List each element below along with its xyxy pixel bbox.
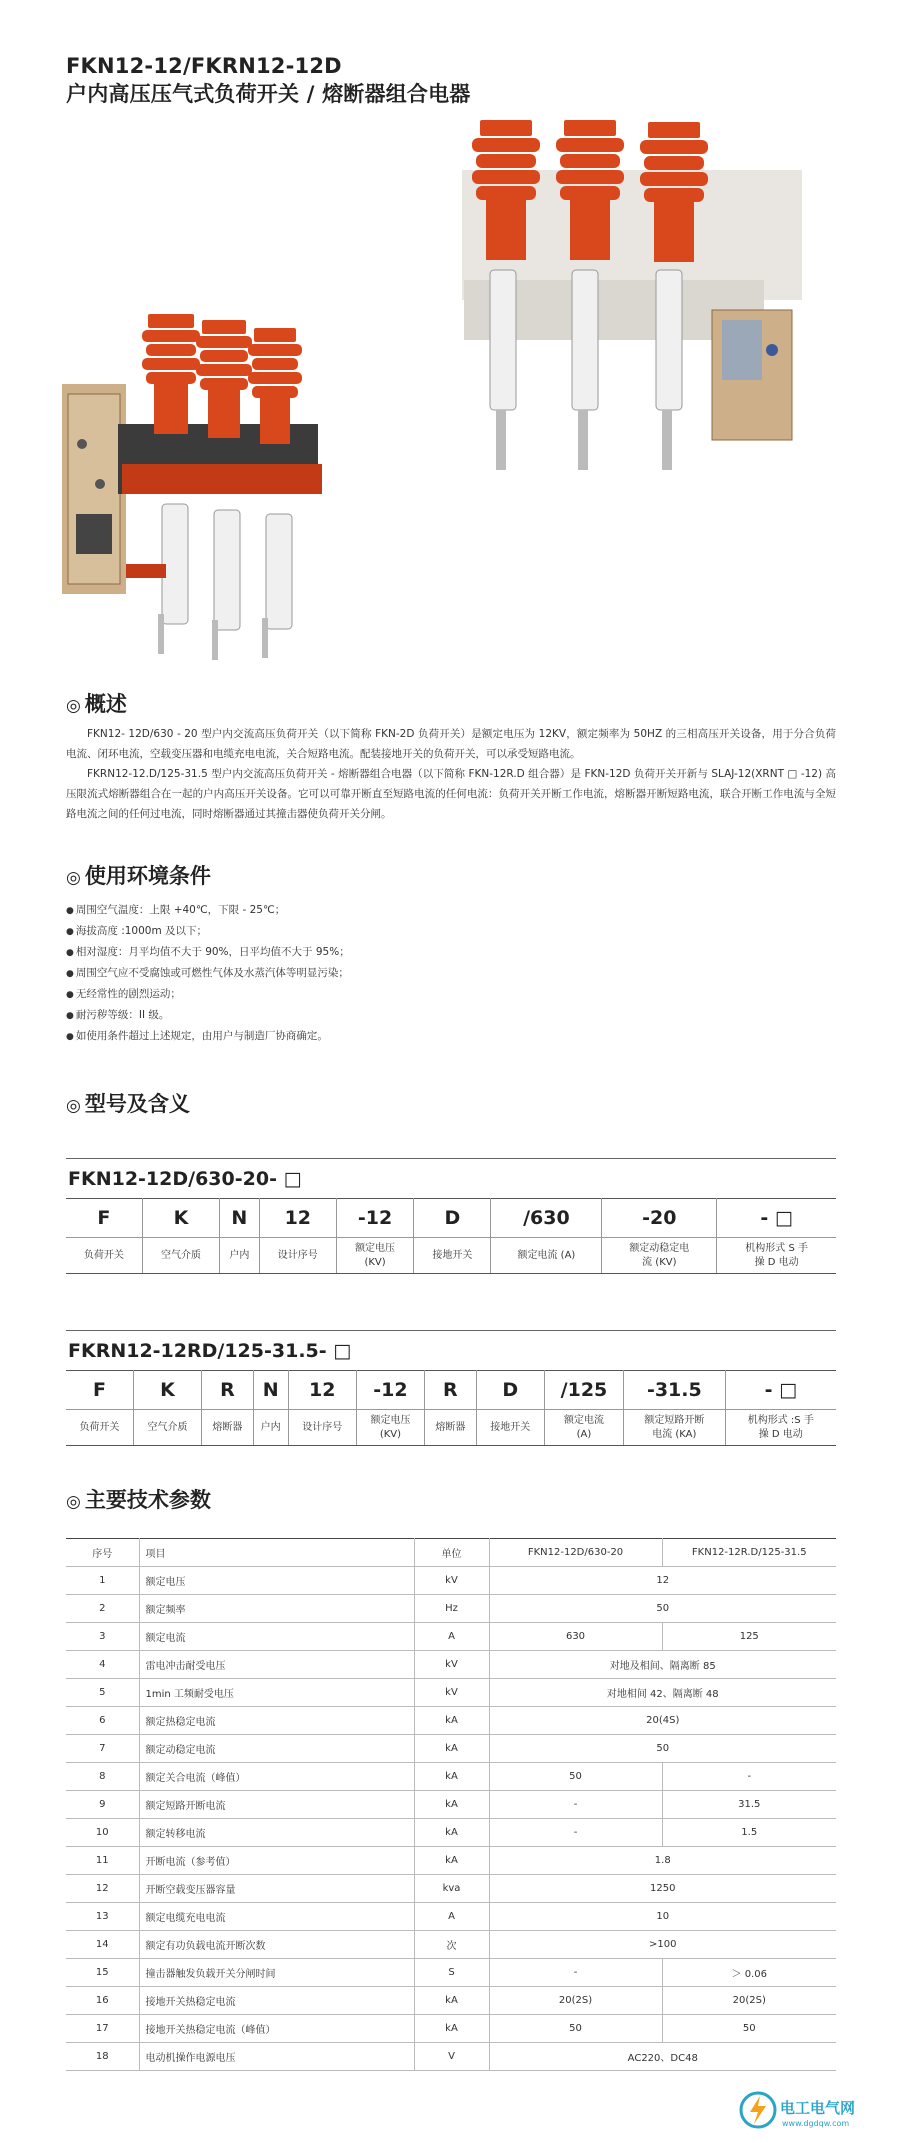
table-cell: kV [414, 1679, 489, 1707]
table-cell: kV [414, 1651, 489, 1679]
table-cell: kA [414, 2015, 489, 2043]
table-cell: 50 [489, 1595, 836, 1623]
table-cell: 4 [66, 1651, 139, 1679]
table-cell: 10 [489, 1903, 836, 1931]
table-cell: 1min 工频耐受电压 [139, 1679, 414, 1707]
table-cell: 20(4S) [489, 1707, 836, 1735]
model-code-cell: /125 [544, 1371, 623, 1410]
table-cell: 撞击器触发负载开关分闸时间 [139, 1959, 414, 1987]
ring-icon: ◎ [66, 868, 81, 888]
model-code-cell: F [66, 1199, 142, 1238]
table-cell: 电动机操作电源电压 [139, 2043, 414, 2071]
table-cell: 额定转移电流 [139, 1819, 414, 1847]
table-cell: 额定电流 [139, 1623, 414, 1651]
model-code-cell: 12 [288, 1371, 356, 1410]
table-cell: A [414, 1623, 489, 1651]
model-code-cell: N [220, 1199, 260, 1238]
table-cell: kA [414, 1819, 489, 1847]
table-cell: 13 [66, 1903, 139, 1931]
table-cell: 1.5 [662, 1819, 836, 1847]
model-label-cell: 额定电流 (A) [491, 1238, 602, 1274]
model-label-cell: 机构形式 S 手 操 D 电动 [717, 1238, 836, 1274]
list-item: ● 海拔高度 :1000m 及以下； [66, 921, 836, 942]
table-cell: FKN12-12D/630-20 [489, 1539, 662, 1567]
table-cell: 3 [66, 1623, 139, 1651]
table-cell: kva [414, 1875, 489, 1903]
table-row [66, 1763, 836, 1791]
table-cell: 12 [66, 1875, 139, 1903]
table-cell: 额定短路开断电流 [139, 1791, 414, 1819]
table-cell: kA [414, 1707, 489, 1735]
model-code-cell: F [66, 1371, 133, 1410]
table-row [66, 1651, 836, 1679]
specs-table [66, 1538, 836, 2071]
ring-icon: ◎ [66, 696, 81, 716]
table-cell: 额定关合电流（峰值） [139, 1763, 414, 1791]
table-cell: 6 [66, 1707, 139, 1735]
list-item: ● 无经常性的剧烈运动； [66, 984, 836, 1005]
table-cell: 31.5 [662, 1791, 836, 1819]
model-code-cell: - □ [725, 1371, 836, 1410]
table-cell: kV [414, 1567, 489, 1595]
table-row [66, 1819, 836, 1847]
model-code-cell: K [142, 1199, 219, 1238]
table-row [66, 1791, 836, 1819]
table-cell: 对地及相间、隔离断 85 [489, 1651, 836, 1679]
table-cell: S [414, 1959, 489, 1987]
model-label-cell: 负荷开关 [66, 1410, 133, 1446]
list-item: ● 周围空气应不受腐蚀或可燃性气体及水蒸汽体等明显污染； [66, 963, 836, 984]
table-cell: 14 [66, 1931, 139, 1959]
model-2-name: FKRN12-12RD/125-31.5- □ [66, 1330, 836, 1370]
overview-paragraph-1: FKN12- 12D/630 - 20 型户内交流高压负荷开关（以下简称 FKN-2D 负荷开关）是额定电压为 12KV，额定频率为 50HZ 的三相高压开关设备，用于分合负荷电流、闭环电流，空载变压器和电缆充电电流，关合短路电流。配装接地开关的负荷开关，可以承受短路电流。 [66, 728, 836, 760]
model-label-cell: 户内 [220, 1238, 260, 1274]
table-row [66, 1987, 836, 2015]
table-cell: 8 [66, 1763, 139, 1791]
table-cell: kA [414, 1763, 489, 1791]
list-item: ● 相对湿度：月平均值不大于 90%，日平均值不大于 95%； [66, 942, 836, 963]
table-cell: AC220、DC48 [489, 2043, 836, 2071]
page-header [66, 52, 471, 108]
model-code-cell: - □ [717, 1199, 836, 1238]
model-label-cell: 机构形式 :S 手 操 D 电动 [725, 1410, 836, 1446]
specs-table-wrap [66, 1538, 836, 2071]
ring-icon: ◎ [66, 1096, 81, 1116]
model-label-cell: 户内 [253, 1410, 288, 1446]
table-cell: 17 [66, 2015, 139, 2043]
model-code-cell: D [414, 1199, 491, 1238]
table-row [66, 2015, 836, 2043]
model-code-cell: -12 [336, 1199, 413, 1238]
model-code-cell: -20 [602, 1199, 717, 1238]
table-cell: 12 [489, 1567, 836, 1595]
table-cell: A [414, 1903, 489, 1931]
table-cell: 接地开关热稳定电流（峰值） [139, 2015, 414, 2043]
table-cell: - [662, 1763, 836, 1791]
table-row [66, 1735, 836, 1763]
table-row [66, 1903, 836, 1931]
model-label-cell: 空气介质 [142, 1238, 219, 1274]
table-cell: 50 [662, 2015, 836, 2043]
model-label-cell: 额定动稳定电 流 (KV) [602, 1238, 717, 1274]
overview-paragraph-2: FKRN12-12.D/125-31.5 型户内交流高压负荷开关 - 熔断器组合电器（以下简称 FKN-12R.D 组合器）是 FKN-12D 负荷开关开新与 SLAJ-12(XRNT □ -12) 高压限流式熔断器组合在一起的户内高压开关设备。它可以可靠开断直至短路电流的任何电流：负荷开关开断工作电流，熔断器开断短路电流，联合开断工作电流与全短路电流之间的任何过电流，同时熔断器通过其撞击器使负荷开关分闸。 [66, 768, 836, 820]
table-cell: 125 [662, 1623, 836, 1651]
list-item: ● 如使用条件超过上述规定，由用户与制造厂协商确定。 [66, 1026, 836, 1047]
table-cell: 50 [489, 1735, 836, 1763]
models-section [66, 1090, 836, 1118]
model-code-cell: R [202, 1371, 254, 1410]
environment-title: ◎ 使用环境条件 [66, 864, 211, 888]
model-code-cell: 12 [259, 1199, 336, 1238]
table-cell: 630 [489, 1623, 662, 1651]
table-cell: Hz [414, 1595, 489, 1623]
table-cell: 15 [66, 1959, 139, 1987]
lightning-icon [750, 2096, 766, 2124]
specs-section [66, 1486, 836, 1514]
table-cell: 9 [66, 1791, 139, 1819]
table-cell: 额定电压 [139, 1567, 414, 1595]
model-code-cell: D [476, 1371, 544, 1410]
specs-title: ◎ 主要技术参数 [66, 1488, 211, 1512]
table-row [66, 1595, 836, 1623]
environment-list [66, 900, 836, 1047]
table-cell: 额定有功负载电流开断次数 [139, 1931, 414, 1959]
table-cell: FKN12-12R.D/125-31.5 [662, 1539, 836, 1567]
table-cell: - [489, 1791, 662, 1819]
table-cell: 序号 [66, 1539, 139, 1567]
table-cell: 项目 [139, 1539, 414, 1567]
table-cell: 1 [66, 1567, 139, 1595]
model-1-name: FKN12-12D/630-20- □ [66, 1158, 836, 1198]
table-row [66, 2043, 836, 2071]
table-cell: 对地相间 42、隔离断 48 [489, 1679, 836, 1707]
table-cell: - [489, 1819, 662, 1847]
table-cell: ＞ 0.06 [662, 1959, 836, 1987]
product-photo-fkrn [62, 314, 344, 664]
model-code-cell: -31.5 [624, 1371, 726, 1410]
table-cell: 额定热稳定电流 [139, 1707, 414, 1735]
model-code-cell: /630 [491, 1199, 602, 1238]
model-2-table [66, 1370, 836, 1446]
table-cell: 20(2S) [662, 1987, 836, 2015]
model-label-cell: 接地开关 [414, 1238, 491, 1274]
table-cell: 11 [66, 1847, 139, 1875]
models-title: ◎ 型号及含义 [66, 1092, 190, 1116]
table-cell: kA [414, 1735, 489, 1763]
model-2-block [66, 1330, 836, 1446]
table-cell: >100 [489, 1931, 836, 1959]
product-name-title: 户内高压压气式负荷开关 / 熔断器组合电器 [66, 82, 471, 106]
table-header-row [66, 1539, 836, 1567]
model-label-cell: 空气介质 [133, 1410, 201, 1446]
table-row [66, 1931, 836, 1959]
site-logo [738, 2088, 888, 2132]
model-code-cell: N [253, 1371, 288, 1410]
model-code-cell: R [425, 1371, 477, 1410]
table-cell: kA [414, 1987, 489, 2015]
environment-section [66, 862, 836, 1047]
table-cell: 10 [66, 1819, 139, 1847]
table-row [66, 1875, 836, 1903]
table-cell: - [489, 1959, 662, 1987]
table-cell: 开断电流（参考值） [139, 1847, 414, 1875]
overview-section [66, 690, 836, 824]
table-cell: 50 [489, 2015, 662, 2043]
model-label-cell: 熔断器 [202, 1410, 254, 1446]
table-cell: 18 [66, 2043, 139, 2071]
table-cell: 接地开关热稳定电流 [139, 1987, 414, 2015]
table-row [66, 1567, 836, 1595]
model-1-block [66, 1158, 836, 1274]
table-cell: kA [414, 1847, 489, 1875]
model-label-cell: 额定电压 (KV) [336, 1238, 413, 1274]
list-item: ● 耐污秽等级：II 级。 [66, 1005, 836, 1026]
model-code-cell: -12 [356, 1371, 424, 1410]
table-cell: V [414, 2043, 489, 2071]
model-label-cell: 额定短路开断 电流 (KA) [624, 1410, 726, 1446]
model-label-cell: 设计序号 [288, 1410, 356, 1446]
table-cell: 7 [66, 1735, 139, 1763]
table-cell: 额定动稳定电流 [139, 1735, 414, 1763]
table-cell: 2 [66, 1595, 139, 1623]
table-row [66, 1707, 836, 1735]
table-cell: 5 [66, 1679, 139, 1707]
table-cell: 1250 [489, 1875, 836, 1903]
table-cell: kA [414, 1791, 489, 1819]
model-label-cell: 接地开关 [476, 1410, 544, 1446]
svg-text:www.dgdqw.com: www.dgdqw.com [782, 2119, 850, 2128]
table-row [66, 1623, 836, 1651]
table-cell: 16 [66, 1987, 139, 2015]
table-cell: 雷电冲击耐受电压 [139, 1651, 414, 1679]
svg-text:电工电气网: 电工电气网 [780, 2099, 856, 2117]
model-label-cell: 负荷开关 [66, 1238, 142, 1274]
model-label-cell: 熔断器 [425, 1410, 477, 1446]
product-photo-fkn [462, 120, 802, 498]
model-1-table [66, 1198, 836, 1274]
table-row [66, 1679, 836, 1707]
table-row [66, 1959, 836, 1987]
table-cell: 开断空载变压器容量 [139, 1875, 414, 1903]
table-cell: 额定电缆充电电流 [139, 1903, 414, 1931]
table-row [66, 1847, 836, 1875]
model-label-cell: 额定电压 (KV) [356, 1410, 424, 1446]
list-item: ● 周围空气温度：上限 +40℃，下限 - 25℃； [66, 900, 836, 921]
table-cell: 20(2S) [489, 1987, 662, 2015]
model-label-cell: 额定电流 (A) [544, 1410, 623, 1446]
table-cell: 额定频率 [139, 1595, 414, 1623]
product-model-title: FKN12-12/FKRN12-12D [66, 54, 342, 78]
model-code-cell: K [133, 1371, 201, 1410]
table-cell: 单位 [414, 1539, 489, 1567]
model-label-cell: 设计序号 [259, 1238, 336, 1274]
overview-title: ◎ 概述 [66, 692, 127, 716]
table-cell: 1.8 [489, 1847, 836, 1875]
table-cell: 50 [489, 1763, 662, 1791]
ring-icon: ◎ [66, 1492, 81, 1512]
table-cell: 次 [414, 1931, 489, 1959]
